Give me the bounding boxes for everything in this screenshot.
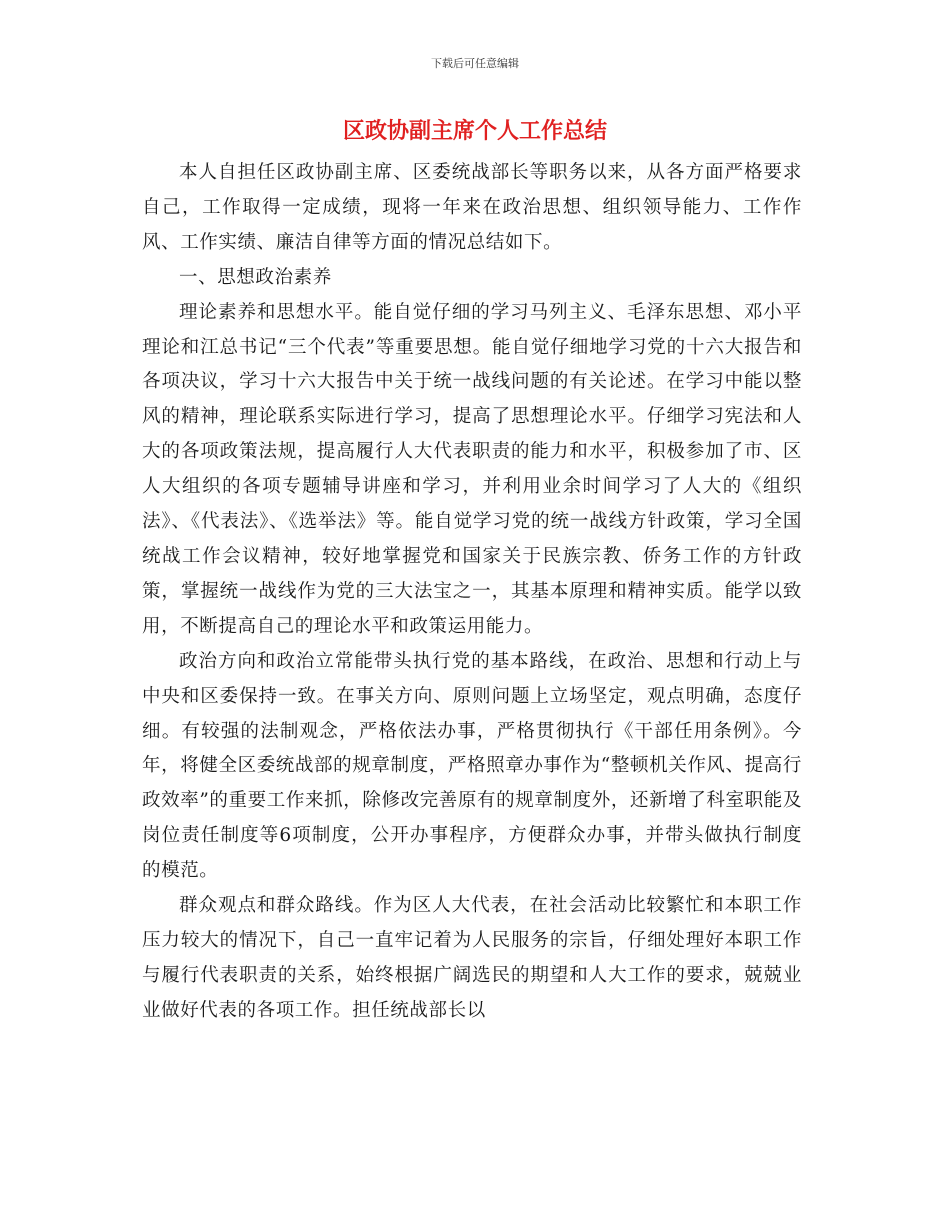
- section-heading: 一、思想政治素养: [179, 266, 332, 288]
- paragraph-mass-line: 群众观点和群众路线。作为区人大代表，在社会活动比较繁忙和本职工作压力较大的情况下，自己一直牢记着为人民服务的宗旨，仔细处理好本职工作与履行代表职责的关系，始终根据广阔选民的期望和人大工作的要求，兢兢业业做好代表的各项工作。担任统战部长以: [142, 895, 802, 1021]
- paragraph-theory: 理论素养和思想水平。能自觉仔细的学习马列主义、毛泽东思想、邓小平理论和江总书记“三个代表”等重要思想。能自觉仔细地学习党的十六大报告和各项决议，学习十六大报告中关于统一战线问题的有关论述。在学习中能以整风的精神，理论联系实际进行学习，提高了思想理论水平。仔细学习宪法和人大的各项政策法规，提高履行人大代表职责的能力和水平，积极参加了市、区人大组织的各项专题辅导讲座和学习，并利用业余时间学习了人大的《组织法》、《代表法》、《选举法》等。能自觉学习党的统一战线方针政策，学习全国统战工作会议精神，较好地掌握党和国家关于民族宗教、侨务工作的方针政策，掌握统一战线作为党的三大法宝之一，其基本原理和精神实质。能学以致用，不断提高自己的理论水平和政策运用能力。: [142, 301, 802, 637]
- document-title: 区政协副主席个人工作总结: [342, 119, 607, 144]
- paragraph-intro: 本人自担任区政协副主席、区委统战部长等职务以来，从各方面严格要求自己，工作取得一定成绩，现将一年来在政治思想、组织领导能力、工作作风、工作实绩、廉洁自律等方面的情况总结如下。: [142, 162, 802, 253]
- page-header-note: 下载后可任意编辑: [431, 57, 519, 70]
- paragraph-political-direction: 政治方向和政治立常能带头执行党的基本路线，在政治、思想和行动上与中央和区委保持一致。在事关方向、原则问题上立场坚定，观点明确，态度仔细。有较强的法制观念，严格依法办事，严格贯彻执行《干部任用条例》。今年，将健全区委统战部的规章制度，严格照章办事作为“整顿机关作风、提高行政效率”的重要工作来抓，除修改完善原有的规章制度外，还新增了科室职能及岗位责任制度等6项制度，公开办事程序，方便群众办事，并带头做执行制度的模范。: [142, 650, 802, 882]
- document-body: [142, 156, 802, 1029]
